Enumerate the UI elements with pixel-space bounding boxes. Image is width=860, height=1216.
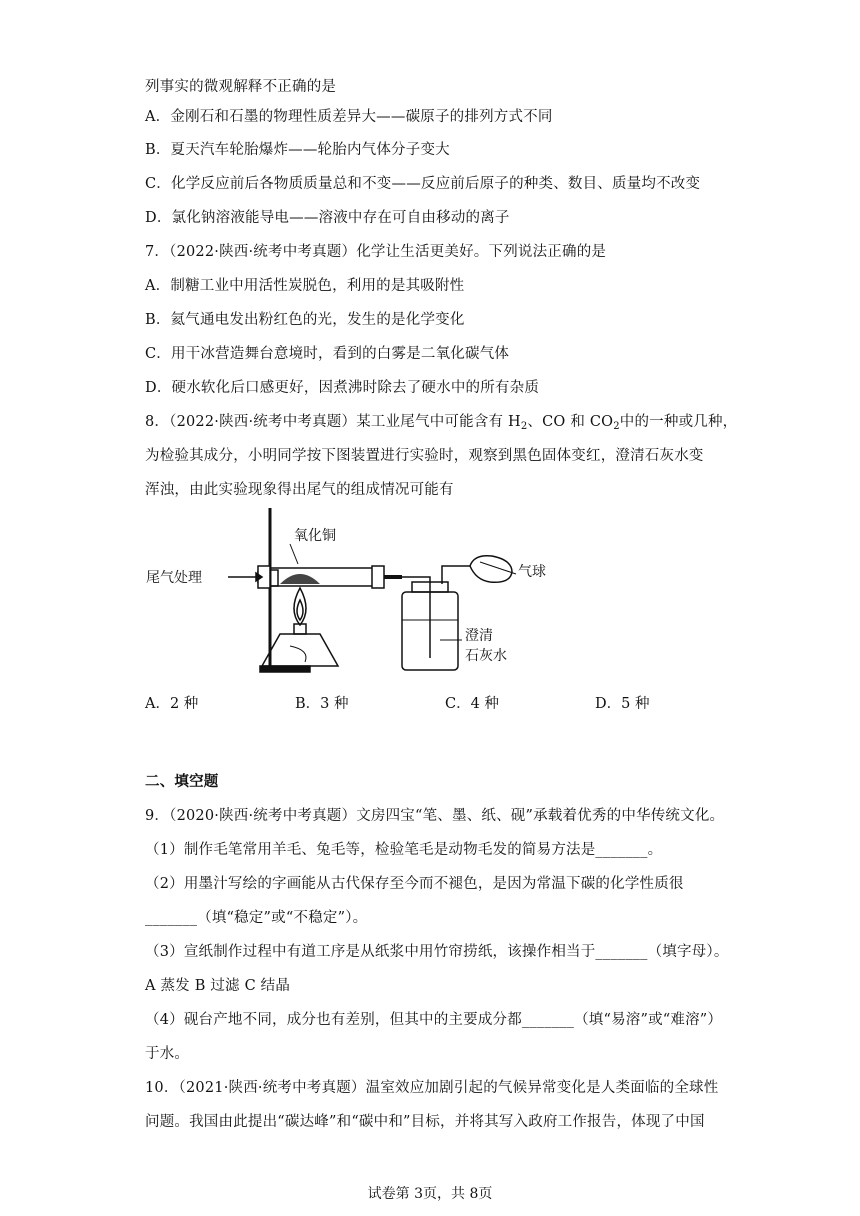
q8-options [145,692,705,712]
q9-part-2-line-1: （2）用墨汁写绘的字画能从古代保存至今而不褪色，是因为常温下碳的化学性质很 [145,876,684,892]
label-limewater-1: 澄清 [465,628,493,644]
q6-option-a: A．金刚石和石墨的物理性质差异大——碳原子的排列方式不同 [145,109,553,125]
q9-stem: 9．（2020·陕西·统考中考真题）文房四宝“笔、墨、纸、砚”承载着优秀的中华传统文化。 [145,808,725,824]
q6-stem-line: 列事实的微观解释不正确的是 [145,79,337,95]
q7-option-d: D．硬水软化后口感更好，因煮沸时除去了硬水中的所有杂质 [145,380,540,396]
q8-stem-line-3: 浑浊，由此实验现象得出尾气的组成情况可能有 [145,482,454,498]
label-exhaust: 尾气处理 [146,570,202,586]
q9-part-4-line-2: 于水。 [145,1046,190,1062]
h2-subscript: 2 [520,421,528,432]
q6-option-c: C．化学反应前后各物质质量总和不变——反应前后原子的种类、数目、质量均不改变 [145,176,701,192]
q9-part-2-line-2: _______（填“稳定”或“不稳定”）。 [145,910,368,926]
q7-option-b: B．氦气通电发出粉红色的光，发生的是化学变化 [145,312,465,328]
q10-stem-line-2: 问题。我国由此提出“碳达峰”和“碳中和”目标，并将其写入政府工作报告，体现了中国 [145,1114,705,1130]
q10-stem-line-1: 10．（2021·陕西·统考中考真题）温室效应加剧引起的气候异常变化是人类面临的全球性 [145,1080,719,1096]
q8-stem-part-2: 、CO 和 CO [527,414,614,430]
q8-option-a: A．2 种 [145,696,199,712]
balloon [470,556,512,583]
q7-option-a: A．制糖工业中用活性炭脱色，利用的是其吸附性 [145,278,465,294]
q8-stem-line-2: 为检验其成分，小明同学按下图装置进行实验时，观察到黑色固体变红，澄清石灰水变 [145,448,704,464]
q9-part-4-line-1: （4）砚台产地不同，成分也有差别，但其中的主要成分都_______（填“易溶”或“难溶”） [145,1012,723,1028]
q6-option-d: D．氯化钠溶液能导电——溶液中存在可自由移动的离子 [145,210,510,226]
q8-option-d: D．5 种 [595,696,650,712]
q8-stem-part-3: 中的一种或几种， [619,414,738,430]
copper-oxide-powder [280,574,320,584]
q9-part-3: （3）宣纸制作过程中有道工序是从纸浆中用竹帘捞纸，该操作相当于_______（填字母）。 [145,944,729,960]
alcohol-lamp [262,634,338,666]
q9-part-1: （1）制作毛笔常用羊毛、兔毛等，检验笔毛是动物毛发的简易方法是_______。 [145,842,663,858]
q6-option-b: B．夏天汽车轮胎爆炸——轮胎内气体分子变大 [145,142,450,158]
section-heading: 二、填空题 [145,773,219,790]
page-footer: 试卷第 3页，共 8页 [367,1186,493,1202]
label-copper-oxide: 氧化铜 [294,528,336,544]
tube-stopper-right [372,566,384,588]
q8-option-b: B．3 种 [295,696,349,712]
stand-base [260,666,310,672]
label-balloon: 气球 [518,564,546,580]
co2-subscript: 2 [613,421,620,432]
apparatus-diagram [140,500,580,680]
pointer-line [290,544,298,564]
q8-stem-line-1 [145,412,737,432]
label-limewater-2: 石灰水 [465,648,507,664]
q7-option-c: C．用干冰营造舞台意境时，看到的白雾是二氧化碳气体 [145,346,510,362]
q9-part-3-options: A 蒸发 B 过滤 C 结晶 [145,978,291,994]
q8-stem-part-1: 8．（2022·陕西·统考中考真题）某工业尾气中可能含有 H [145,414,521,430]
q7-stem: 7．（2022·陕西·统考中考真题）化学让生活更美好。下列说法正确的是 [145,244,607,260]
q8-option-c: C．4 种 [445,696,499,712]
